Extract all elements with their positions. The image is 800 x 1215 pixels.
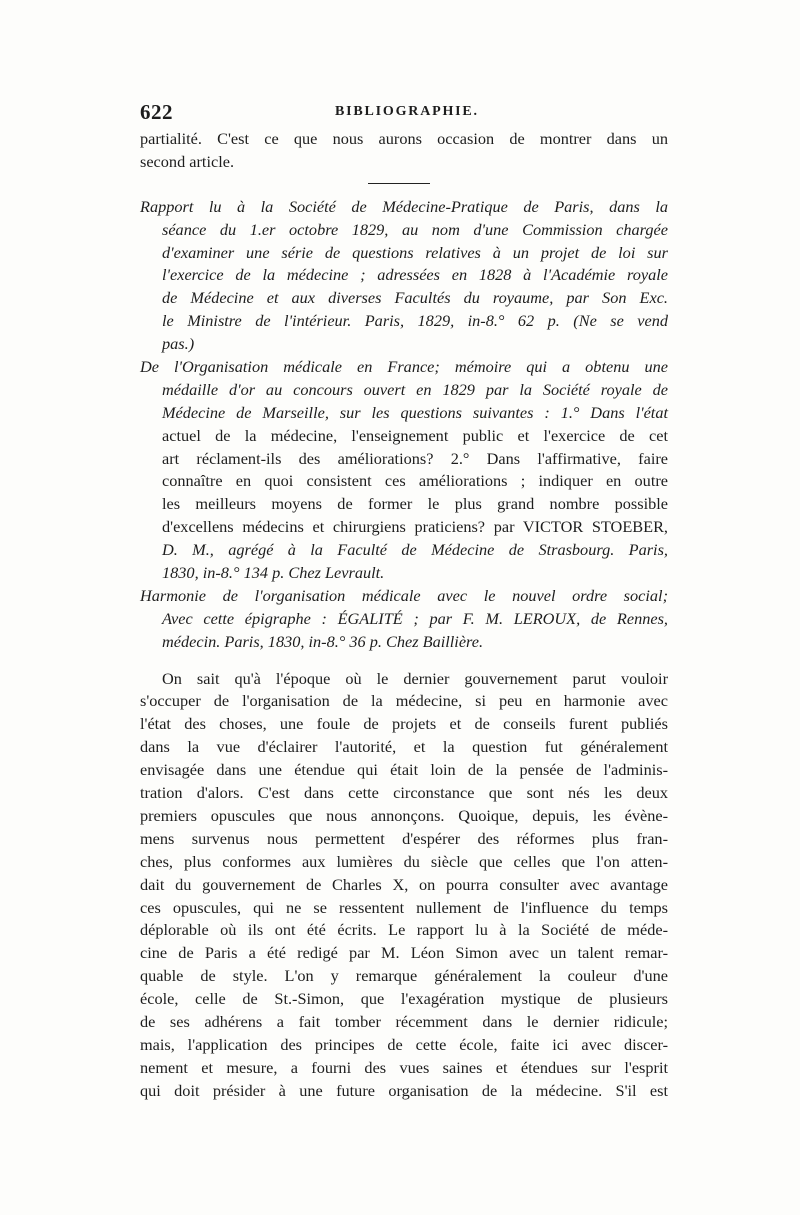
entry-line: le Ministre de l'intérieur. Paris, 1829, in-8.° 62 p. (Ne se vend: [162, 311, 668, 331]
paragraph-line: quable de style. L'on y remarque généralement la couleur d'une: [140, 966, 668, 986]
bibliography-entry-2: [140, 356, 668, 585]
entry-line: actuel de la médecine, l'enseignement public et l'exercice de cet: [162, 425, 668, 445]
paragraph-line: s'occuper de l'organisation de la médecine, si peu en harmonie avec: [140, 691, 668, 711]
paragraph-line: qui doit présider à une future organisation de la médecine. S'il est: [140, 1080, 668, 1100]
paragraph-line: tration d'alors. C'est dans cette circonstance que sont nés les deux: [140, 783, 668, 803]
entry-line: médecin. Paris, 1830, in-8.° 36 p. Chez Baillière.: [162, 631, 484, 651]
entry-line: connaître en quoi consistent ces améliorations ; indiquer en outre: [162, 471, 668, 491]
separator-rule: [368, 183, 430, 184]
entry-line: les meilleurs moyens de former le plus grand nombre possible: [162, 494, 668, 514]
entry-line: Rapport lu à la Société de Médecine-Pratique de Paris, dans la: [140, 196, 668, 216]
paragraph-line: mens survenus nous permettent d'espérer des réformes plus fran-: [140, 828, 668, 848]
running-head: BIBLIOGRAPHIE.: [335, 104, 479, 119]
entry-line: d'excellens médecins et chirurgiens praticiens? par VICTOR STOEBER,: [162, 517, 668, 537]
entry-line: 1830, in-8.° 134 p. Chez Levrault.: [162, 563, 385, 583]
text-line: second article.: [140, 151, 235, 171]
paragraph-line: l'état des choses, une foule de projets et de conseils furent publiés: [140, 714, 668, 734]
paragraph-line: école, celle de St.-Simon, que l'exagération mystique de plusieurs: [140, 989, 668, 1009]
entry-line: médaille d'or au concours ouvert en 1829 par la Société royale de: [162, 379, 668, 399]
body-paragraph: [140, 668, 668, 1103]
entry-line: pas.): [162, 334, 195, 354]
entry-line: de Médecine et aux diverses Facultés du royaume, par Son Exc.: [162, 288, 668, 308]
opening-text: [140, 128, 668, 174]
bibliography-entry-3: [140, 585, 668, 654]
entry-line: l'exercice de la médecine ; adressées en 1828 à l'Académie royale: [162, 265, 668, 285]
body-text: [140, 128, 668, 1103]
page-header: [140, 100, 680, 130]
paragraph-line: dait du gouvernement de Charles X, on pourra consulter avec avantage: [140, 874, 668, 894]
entry-line: De l'Organisation médicale en France; mémoire qui a obtenu une: [140, 357, 668, 377]
bibliography-entry-1: [140, 196, 668, 356]
entry-line: Médecine de Marseille, sur les questions suivantes : 1.° Dans l'état: [162, 402, 668, 422]
paragraph-line: dans la vue d'éclairer l'autorité, et la question fut généralement: [140, 737, 668, 757]
entry-line: Harmonie de l'organisation médicale avec le nouvel ordre social;: [140, 585, 668, 605]
paragraph-line: On sait qu'à l'époque où le dernier gouvernement parut vouloir: [162, 668, 668, 688]
paragraph-line: ches, plus conformes aux lumières du siècle que celles que l'on atten-: [140, 851, 668, 871]
entry-line: Avec cette épigraphe : ÉGALITÉ ; par F. M. LEROUX, de Rennes,: [162, 608, 668, 628]
entry-line: D. M., agrégé à la Faculté de Médecine de Strasbourg. Paris,: [162, 540, 668, 560]
paragraph-line: de ses adhérens a fait tomber récemment dans le dernier ridicule;: [140, 1011, 668, 1031]
paragraph-line: premiers opuscules que nous annonçons. Quoique, depuis, les évène-: [140, 805, 668, 825]
entry-line: art réclament-ils des améliorations? 2.° Dans l'affirmative, faire: [162, 448, 668, 468]
separator-row: [140, 174, 668, 196]
paragraph-line: nement et mesure, a fourni des vues saines et étendues sur l'esprit: [140, 1057, 668, 1077]
paragraph-line: ces opuscules, qui ne se ressentent nullement de l'influence du temps: [140, 897, 668, 917]
paragraph-line: envisagée dans une étendue qui était loin de la pensée de l'adminis-: [140, 760, 668, 780]
paragraph-line: mais, l'application des principes de cette école, faite ici avec discer-: [140, 1034, 668, 1054]
entry-line: d'examiner une série de questions relatives à un projet de loi sur: [162, 242, 668, 262]
entry-line: séance du 1.er octobre 1829, au nom d'une Commission chargée: [162, 219, 668, 239]
text-line: partialité. C'est ce que nous aurons occasion de montrer dans un: [140, 129, 668, 148]
paragraph-line: cine de Paris a été redigé par M. Léon Simon avec un talent remar-: [140, 943, 668, 963]
paragraph-line: déplorable où ils ont été écrits. Le rapport lu à la Société de méde-: [140, 920, 668, 940]
page-number: 622: [140, 100, 173, 124]
paragraph-gap: [140, 654, 668, 668]
